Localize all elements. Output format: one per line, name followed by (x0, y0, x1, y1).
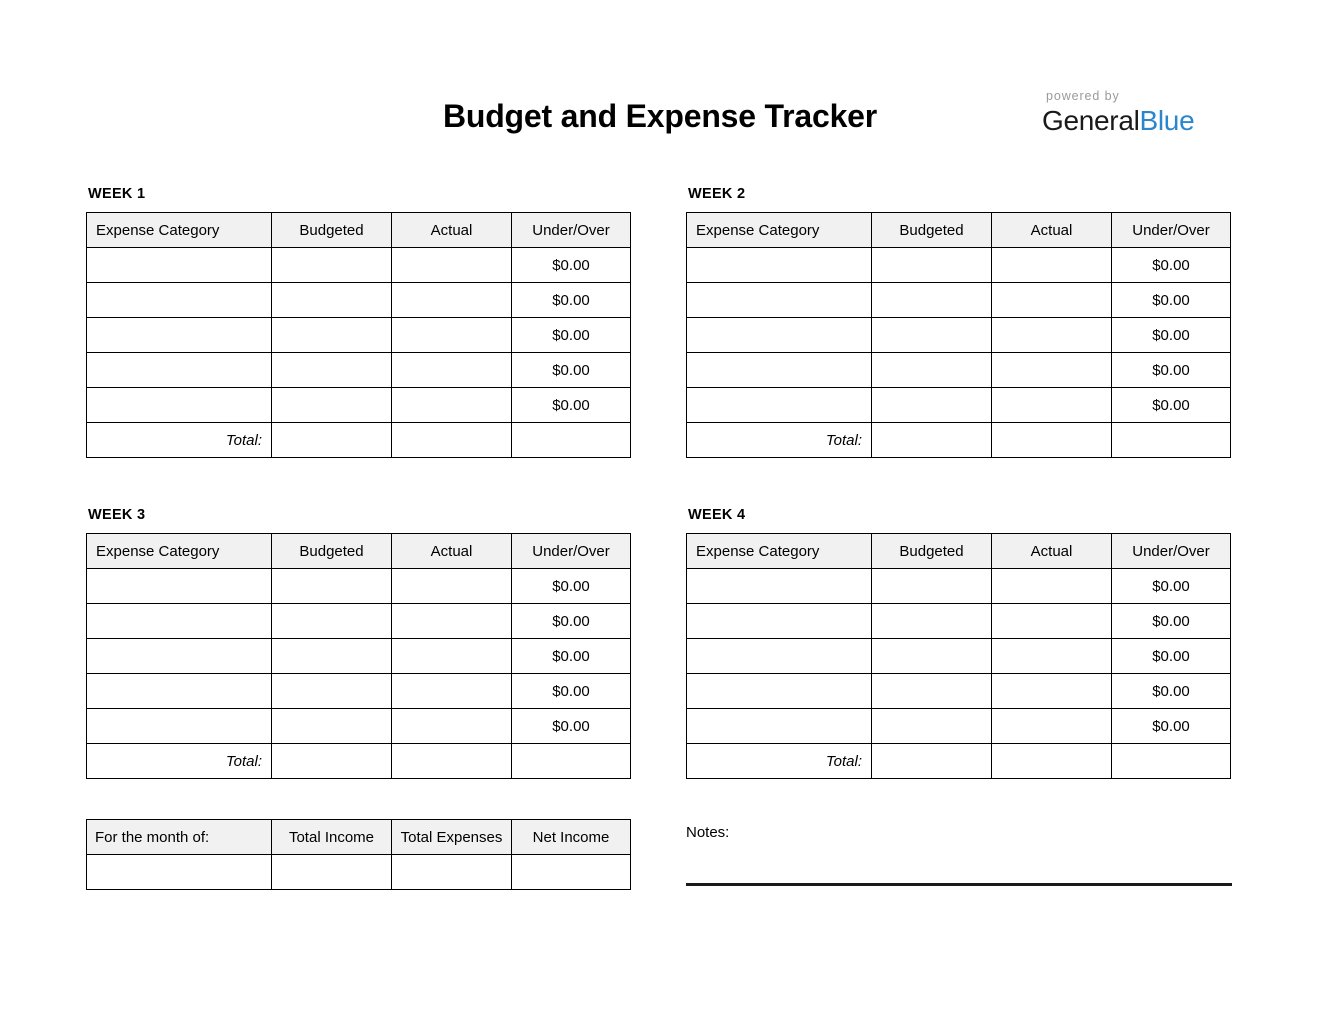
notes-label: Notes: (686, 824, 730, 841)
table-row (687, 318, 1231, 353)
total-budgeted (872, 423, 992, 458)
cell-budgeted[interactable] (272, 283, 392, 318)
brand-name-general: General (1042, 105, 1140, 136)
summary-header-net-income: Net Income (512, 820, 631, 855)
total-label: Total: (687, 423, 872, 458)
table-header-row (87, 213, 631, 248)
cell-budgeted[interactable] (872, 353, 992, 388)
cell-actual[interactable] (392, 388, 512, 423)
summary-value-net-income[interactable] (512, 855, 631, 890)
brand-powered-by-label: powered by (1046, 89, 1120, 103)
cell-expense-category[interactable] (687, 709, 872, 744)
total-actual (992, 423, 1112, 458)
total-actual (392, 423, 512, 458)
summary-value-row (87, 855, 631, 890)
summary-value-total-income[interactable] (272, 855, 392, 890)
cell-budgeted[interactable] (272, 353, 392, 388)
cell-actual[interactable] (992, 604, 1112, 639)
cell-expense-category[interactable] (687, 248, 872, 283)
table-row (87, 283, 631, 318)
column-header-under-over: Under/Over (512, 213, 631, 248)
table-row (687, 353, 1231, 388)
table-total-row (87, 423, 631, 458)
cell-under-over: $0.00 (1112, 674, 1231, 709)
column-header-expense-category: Expense Category (687, 534, 872, 569)
table-row (87, 674, 631, 709)
cell-under-over: $0.00 (512, 639, 631, 674)
table-row (87, 248, 631, 283)
cell-actual[interactable] (392, 674, 512, 709)
column-header-expense-category: Expense Category (87, 534, 272, 569)
column-header-actual: Actual (392, 534, 512, 569)
total-budgeted (272, 423, 392, 458)
cell-actual[interactable] (392, 569, 512, 604)
cell-expense-category[interactable] (687, 639, 872, 674)
cell-actual[interactable] (392, 709, 512, 744)
table-row (87, 709, 631, 744)
column-header-actual: Actual (392, 213, 512, 248)
cell-expense-category[interactable] (87, 639, 272, 674)
total-under-over (1112, 423, 1231, 458)
cell-actual[interactable] (392, 353, 512, 388)
cell-under-over: $0.00 (512, 674, 631, 709)
brand-logo (1042, 88, 1232, 138)
week-block-3 (86, 506, 631, 779)
total-under-over (1112, 744, 1231, 779)
week-table-4 (686, 533, 1231, 779)
cell-actual[interactable] (392, 639, 512, 674)
cell-budgeted[interactable] (272, 569, 392, 604)
cell-under-over: $0.00 (512, 353, 631, 388)
cell-expense-category[interactable] (687, 318, 872, 353)
cell-under-over: $0.00 (1112, 639, 1231, 674)
cell-expense-category[interactable] (87, 709, 272, 744)
cell-actual[interactable] (992, 388, 1112, 423)
total-actual (992, 744, 1112, 779)
week-block-2 (686, 185, 1231, 458)
table-total-row (687, 423, 1231, 458)
column-header-budgeted: Budgeted (272, 534, 392, 569)
cell-actual[interactable] (992, 353, 1112, 388)
total-budgeted (272, 744, 392, 779)
cell-budgeted[interactable] (872, 709, 992, 744)
column-header-expense-category: Expense Category (687, 213, 872, 248)
summary-header-total-expenses: Total Expenses (392, 820, 512, 855)
week-table-1 (86, 212, 631, 458)
page-title: Budget and Expense Tracker (442, 98, 878, 134)
column-header-under-over: Under/Over (1112, 213, 1231, 248)
table-row (687, 639, 1231, 674)
summary-value-total-expenses[interactable] (392, 855, 512, 890)
summary-header-row (87, 820, 631, 855)
cell-actual[interactable] (392, 283, 512, 318)
cell-budgeted[interactable] (872, 283, 992, 318)
table-row (87, 569, 631, 604)
cell-under-over: $0.00 (1112, 388, 1231, 423)
cell-budgeted[interactable] (872, 569, 992, 604)
notes-block (686, 823, 1232, 843)
monthly-summary-table (86, 819, 631, 890)
cell-actual[interactable] (992, 674, 1112, 709)
column-header-under-over: Under/Over (512, 534, 631, 569)
cell-actual[interactable] (992, 318, 1112, 353)
table-row (687, 604, 1231, 639)
table-total-row (87, 744, 631, 779)
week-label-3: WEEK 3 (88, 507, 146, 523)
column-header-expense-category: Expense Category (87, 213, 272, 248)
table-row (87, 388, 631, 423)
cell-expense-category[interactable] (87, 674, 272, 709)
cell-budgeted[interactable] (272, 639, 392, 674)
cell-budgeted[interactable] (872, 248, 992, 283)
cell-budgeted[interactable] (272, 388, 392, 423)
cell-expense-category[interactable] (687, 388, 872, 423)
summary-value-month[interactable] (87, 855, 272, 890)
monthly-summary-block (86, 819, 631, 890)
week-block-1 (86, 185, 631, 458)
cell-budgeted[interactable] (272, 709, 392, 744)
total-label: Total: (687, 744, 872, 779)
cell-expense-category[interactable] (87, 283, 272, 318)
cell-under-over: $0.00 (512, 318, 631, 353)
summary-header-total-income: Total Income (272, 820, 392, 855)
cell-expense-category[interactable] (687, 569, 872, 604)
cell-expense-category[interactable] (687, 283, 872, 318)
cell-under-over: $0.00 (1112, 569, 1231, 604)
cell-under-over: $0.00 (512, 283, 631, 318)
cell-budgeted[interactable] (872, 318, 992, 353)
week-block-4 (686, 506, 1231, 779)
column-header-budgeted: Budgeted (872, 534, 992, 569)
cell-budgeted[interactable] (872, 604, 992, 639)
cell-budgeted[interactable] (272, 604, 392, 639)
cell-actual[interactable] (392, 248, 512, 283)
table-row (87, 639, 631, 674)
cell-expense-category[interactable] (87, 569, 272, 604)
summary-header-month: For the month of: (87, 820, 272, 855)
week-label-1: WEEK 1 (88, 186, 146, 202)
table-row (687, 674, 1231, 709)
cell-expense-category[interactable] (87, 318, 272, 353)
cell-under-over: $0.00 (512, 569, 631, 604)
column-header-budgeted: Budgeted (872, 213, 992, 248)
cell-budgeted[interactable] (272, 674, 392, 709)
cell-budgeted[interactable] (272, 318, 392, 353)
cell-actual[interactable] (992, 709, 1112, 744)
total-label: Total: (87, 423, 272, 458)
table-row (87, 353, 631, 388)
cell-under-over: $0.00 (1112, 709, 1231, 744)
cell-actual[interactable] (392, 318, 512, 353)
table-row (687, 709, 1231, 744)
cell-under-over: $0.00 (1112, 283, 1231, 318)
table-header-row (687, 213, 1231, 248)
cell-expense-category[interactable] (87, 388, 272, 423)
cell-under-over: $0.00 (512, 709, 631, 744)
table-row (687, 388, 1231, 423)
week-label-2: WEEK 2 (688, 186, 746, 202)
total-under-over (512, 423, 631, 458)
cell-actual[interactable] (392, 604, 512, 639)
total-budgeted (872, 744, 992, 779)
page-header (0, 0, 1320, 165)
cell-budgeted[interactable] (872, 639, 992, 674)
table-total-row (687, 744, 1231, 779)
cell-under-over: $0.00 (1112, 248, 1231, 283)
brand-name-blue: Blue (1139, 105, 1195, 136)
cell-expense-category[interactable] (87, 604, 272, 639)
cell-under-over: $0.00 (512, 248, 631, 283)
week-table-3 (86, 533, 631, 779)
cell-budgeted[interactable] (272, 248, 392, 283)
cell-expense-category[interactable] (87, 248, 272, 283)
week-table-2 (686, 212, 1231, 458)
cell-under-over: $0.00 (1112, 604, 1231, 639)
cell-actual[interactable] (992, 569, 1112, 604)
cell-under-over: $0.00 (1112, 318, 1231, 353)
notes-write-line[interactable] (686, 883, 1232, 886)
column-header-budgeted: Budgeted (272, 213, 392, 248)
cell-expense-category[interactable] (687, 674, 872, 709)
column-header-under-over: Under/Over (1112, 534, 1231, 569)
table-row (87, 318, 631, 353)
brand-name (1042, 104, 1232, 138)
table-row (687, 569, 1231, 604)
cell-expense-category[interactable] (687, 353, 872, 388)
table-row (687, 283, 1231, 318)
total-actual (392, 744, 512, 779)
cell-actual[interactable] (992, 248, 1112, 283)
cell-budgeted[interactable] (872, 674, 992, 709)
table-header-row (87, 534, 631, 569)
column-header-actual: Actual (992, 213, 1112, 248)
cell-actual[interactable] (992, 639, 1112, 674)
cell-under-over: $0.00 (512, 604, 631, 639)
cell-expense-category[interactable] (87, 353, 272, 388)
table-header-row (687, 534, 1231, 569)
column-header-actual: Actual (992, 534, 1112, 569)
cell-under-over: $0.00 (1112, 353, 1231, 388)
cell-budgeted[interactable] (872, 388, 992, 423)
table-row (87, 604, 631, 639)
cell-under-over: $0.00 (512, 388, 631, 423)
week-label-4: WEEK 4 (688, 507, 746, 523)
cell-actual[interactable] (992, 283, 1112, 318)
table-row (687, 248, 1231, 283)
cell-expense-category[interactable] (687, 604, 872, 639)
total-label: Total: (87, 744, 272, 779)
total-under-over (512, 744, 631, 779)
